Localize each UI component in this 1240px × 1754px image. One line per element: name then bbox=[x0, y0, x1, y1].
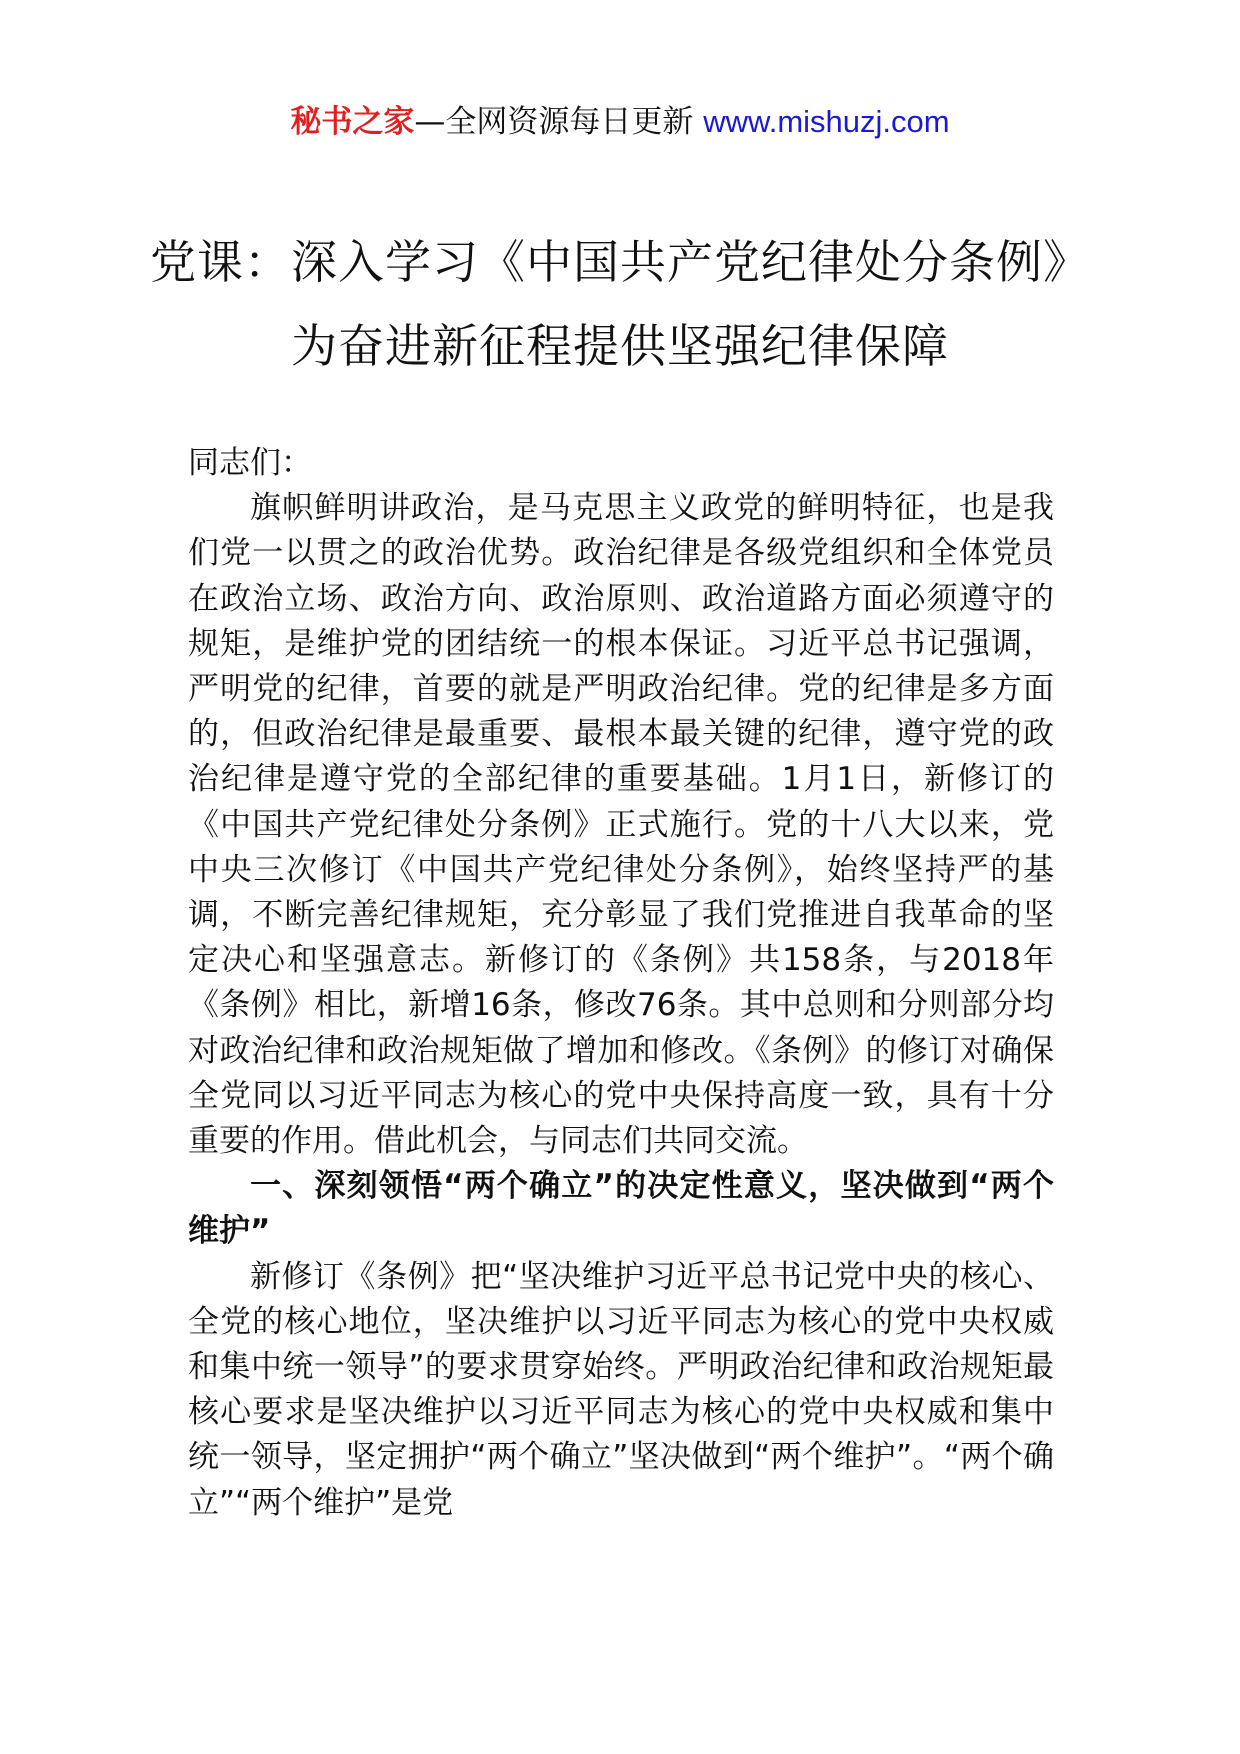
site-slogan: —全网资源每日更新 bbox=[414, 104, 694, 140]
site-brand: 秘书之家 bbox=[290, 104, 415, 140]
paragraph-intro: 旗帜鲜明讲政治，是马克思主义政党的鲜明特征，也是我们党一以贯之的政治优势。政治纪律是各级党组织和全体党员在政治立场、政治方向、政治原则、政治道路方面必须遵守的规矩，是维护党的团结统一的根本保证。习近平总书记强调，严明党的纪律，首要的就是严明政治纪律。党的纪律是多方面的，但政治纪律是最重要、最根本最关键的纪律，遵守党的政治纪律是遵守党的全部纪律的重要基础。1月1日，新修订的《中国共产党纪律处分条例》正式施行。党的十八大以来，党中央三次修订《中国共产党纪律处分条例》，始终坚持严的基调，不断完善纪律规矩，充分彰显了我们党推进自我革命的坚定决心和坚强意志。新修订的《条例》共158条，与2018年《条例》相比，新增16条，修改76条。其中总则和分则部分均对政治纪律和政治规矩做了增加和修改。《条例》的修订对确保全党同以习近平同志为核心的党中央保持高度一致，具有十分重要的作用。借此机会，与同志们共同交流。 bbox=[188, 490, 1054, 1160]
paragraph-section-1: 新修订《条例》把“坚决维护习近平总书记党中央的核心、全党的核心地位，坚决维护以习近平同志为核心的党中央权威和集中统一领导”的要求贯穿始终。严明政治纪律和政治规矩最核心要求是坚决维护以习近平同志为核心的党中央权威和集中统一领导，坚定拥护“两个确立”坚决做到“两个维护”。“两个确立”“两个维护”是党 bbox=[188, 1258, 1054, 1521]
document-body bbox=[188, 441, 1054, 1526]
salutation: 同志们： bbox=[188, 445, 312, 481]
document-title: 党课：深入学习《中国共产党纪律处分条例》为奋进新征程提供坚强纪律保障 bbox=[150, 235, 1090, 373]
site-url-link[interactable]: www.mishuzj.com bbox=[703, 104, 950, 139]
section-heading-1: 一、深刻领悟“两个确立”的决定性意义，坚决做到“两个维护” bbox=[188, 1168, 1054, 1250]
site-header bbox=[0, 100, 1240, 144]
